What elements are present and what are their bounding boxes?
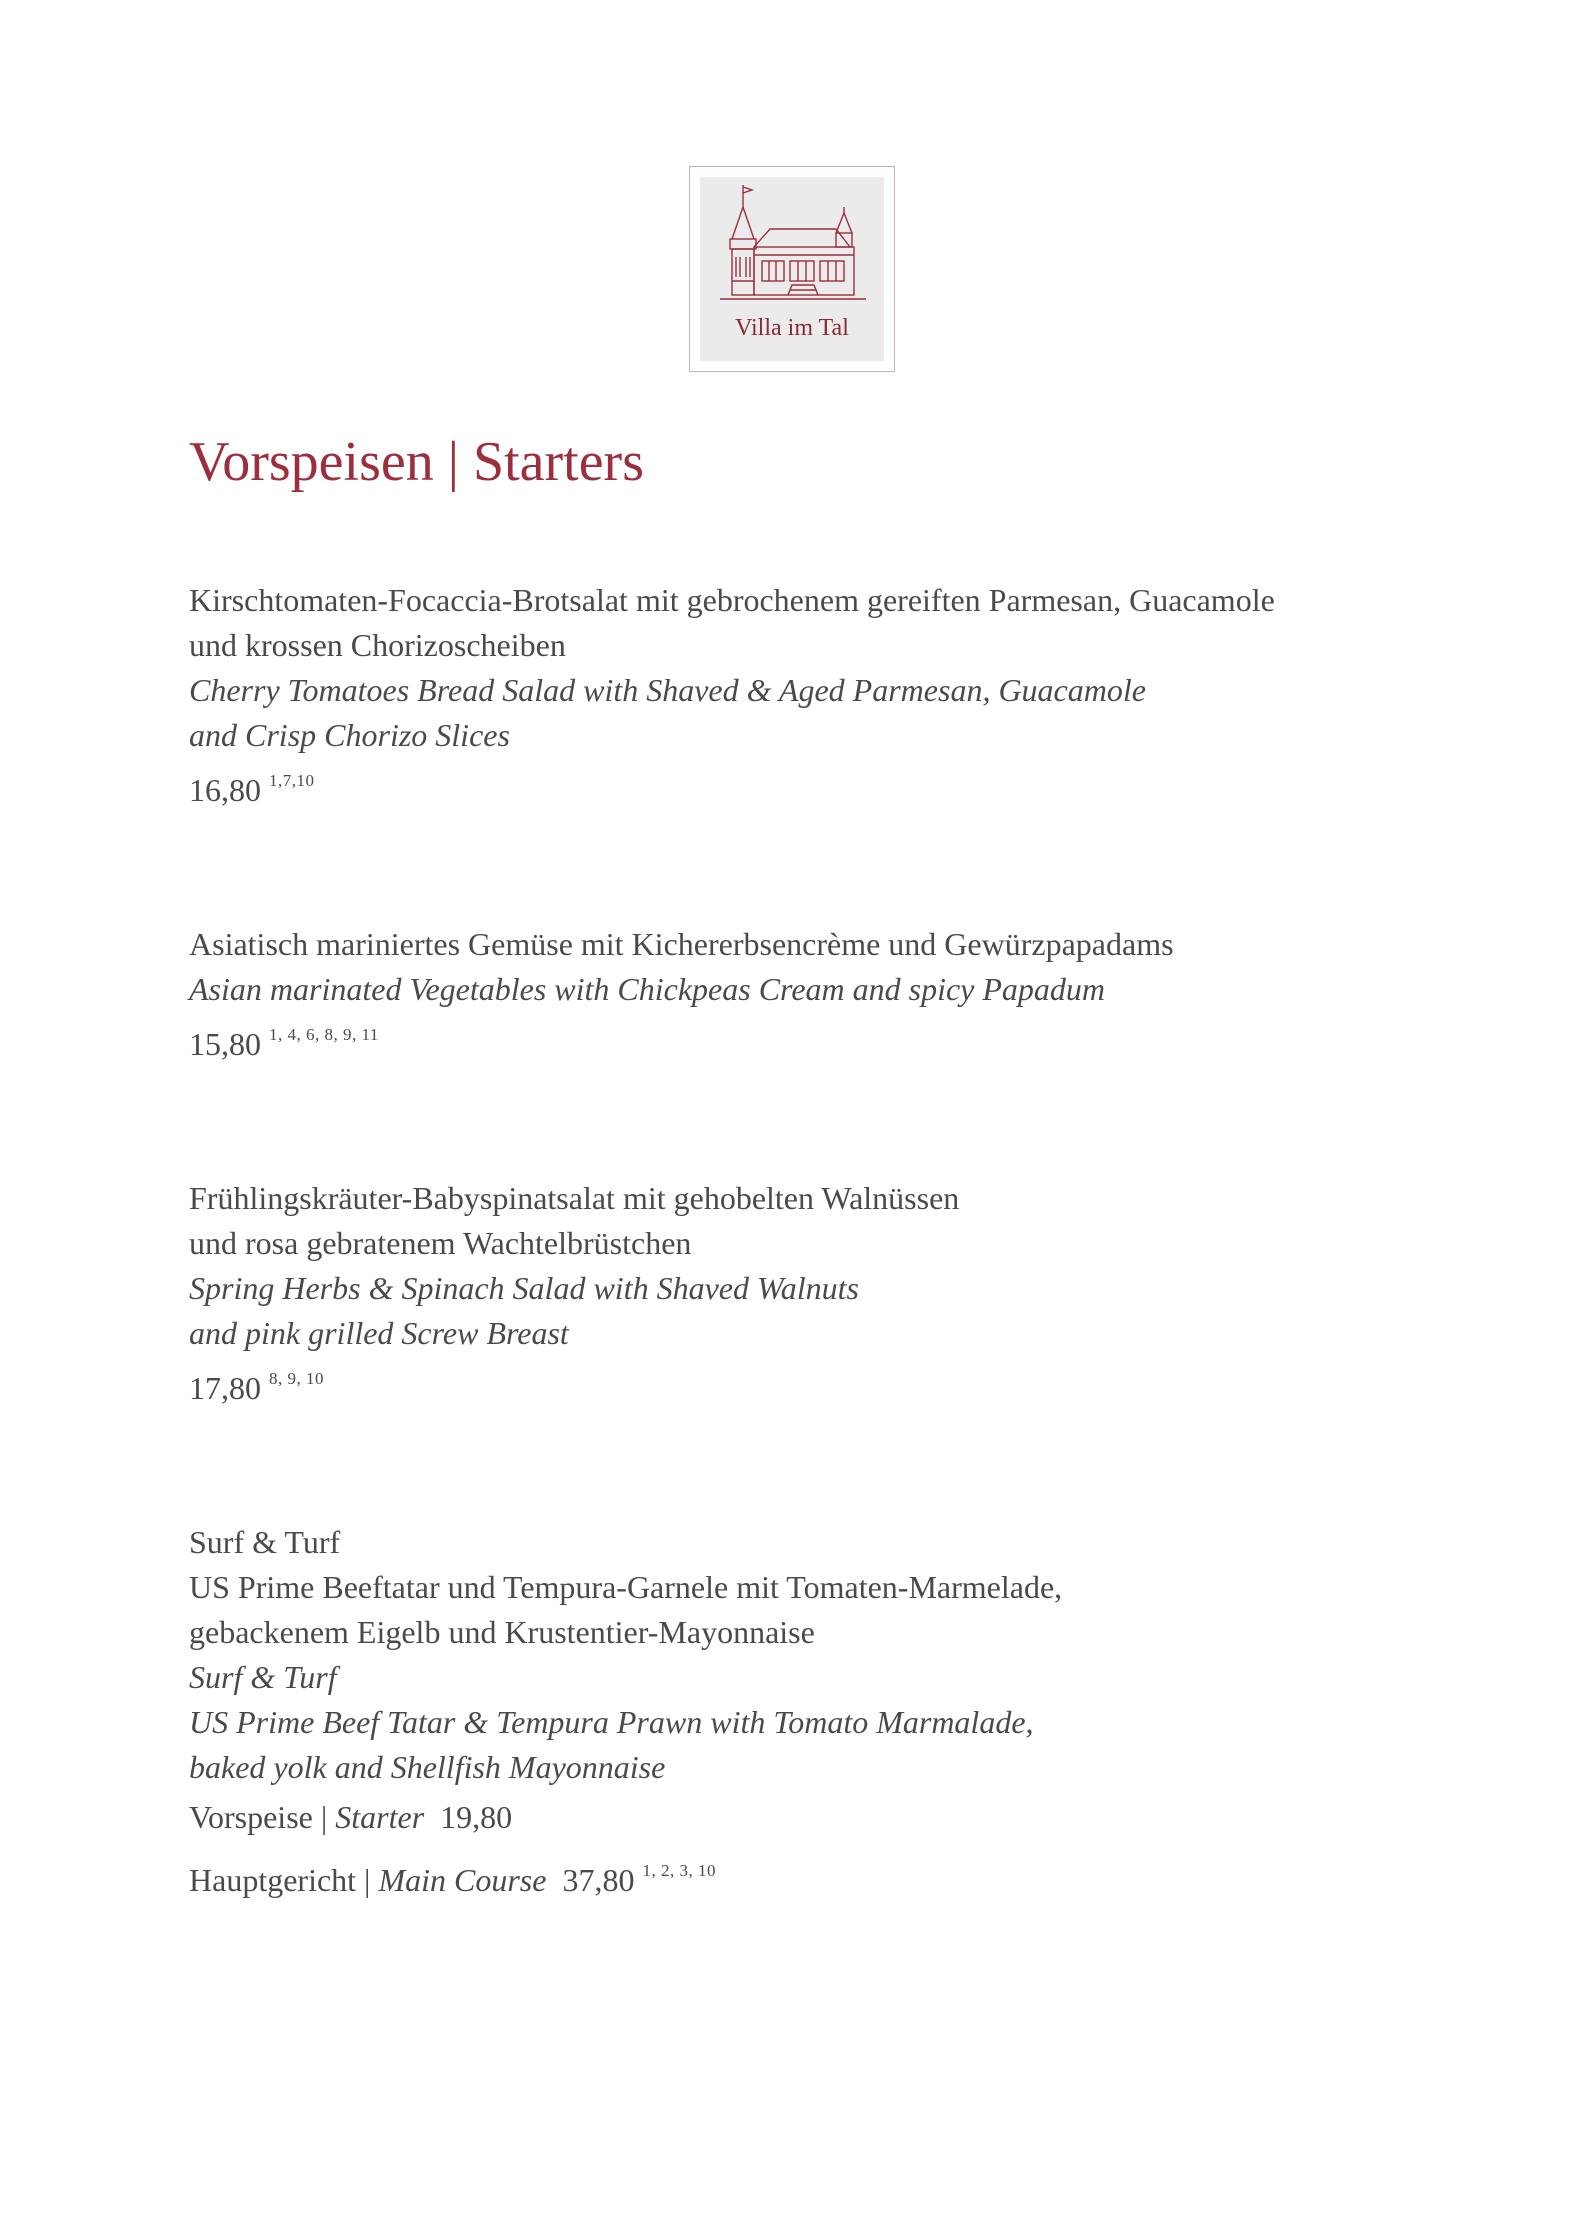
allergen-codes: 1, 2, 3, 10 [642, 1861, 716, 1880]
dish-name-en: Asian marinated Vegetables with Chickpeas Cream and spicy Papadum [189, 971, 1106, 1007]
dish-name-en: US Prime Beef Tatar & Tempura Prawn with Tomato Marmalade, [189, 1704, 1034, 1740]
villa-drawing-icon [710, 177, 876, 312]
dish-name-de: US Prime Beeftatar und Tempura-Garnele mit Tomaten-Marmelade, [189, 1569, 1063, 1605]
dish-name-de: Kirschtomaten-Focaccia-Brotsalat mit gebrochenem gereiften Parmesan, Guacamole [189, 582, 1275, 618]
dish-name-en: and pink grilled Screw Breast [189, 1315, 569, 1351]
dish-name-en: Surf & Turf [189, 1659, 337, 1695]
starter-price: 19,80 [440, 1799, 513, 1835]
dish-price: 16,80 [189, 772, 261, 808]
dish-name-en: Cherry Tomatoes Bread Salad with Shaved & Aged Parmesan, Guacamole [189, 672, 1146, 708]
main-price: 37,80 [562, 1862, 635, 1898]
menu-item [189, 1176, 1439, 1411]
allergen-codes: 1, 4, 6, 8, 9, 11 [269, 1025, 379, 1044]
dish-name-de: Frühlingskräuter-Babyspinatsalat mit gehobelten Walnüssen [189, 1180, 960, 1216]
dish-price-row [189, 1012, 1439, 1067]
dish-price-row [189, 758, 1439, 813]
starter-label-en: Starter [335, 1799, 425, 1835]
starter-label-de: Vorspeise | [189, 1799, 336, 1835]
dish-price-row [189, 1356, 1439, 1411]
main-label-de: Hauptgericht | [189, 1862, 379, 1898]
main-label-en: Main Course [378, 1862, 547, 1898]
allergen-codes: 8, 9, 10 [269, 1369, 324, 1388]
dish-name-de: und rosa gebratenem Wachtelbrüstchen [189, 1225, 692, 1261]
logo-text: Villa im Tal [735, 315, 849, 341]
dish-name-en: Spring Herbs & Spinach Salad with Shaved Walnuts [189, 1270, 859, 1306]
dish-name-de: gebackenem Eigelb und Krustentier-Mayonnaise [189, 1614, 815, 1650]
dish-name-de: und krossen Chorizoscheiben [189, 627, 566, 663]
dish-price: 15,80 [189, 1026, 261, 1062]
menu-item [189, 922, 1439, 1067]
main-price-row [189, 1844, 1439, 1907]
dish-name-en: and Crisp Chorizo Slices [189, 717, 510, 753]
restaurant-logo [689, 166, 895, 372]
dish-name-de: Asiatisch mariniertes Gemüse mit Kichererbsencrème und Gewürzpapadams [189, 926, 1174, 962]
dish-name-en: baked yolk and Shellfish Mayonnaise [189, 1749, 666, 1785]
menu-item [189, 1520, 1439, 1907]
dish-name-de: Surf & Turf [189, 1524, 341, 1560]
allergen-codes: 1,7,10 [269, 771, 315, 790]
menu-list [189, 578, 1439, 1907]
menu-item [189, 578, 1439, 813]
starter-price-row [189, 1790, 1439, 1844]
dish-price: 17,80 [189, 1370, 261, 1406]
section-title: Vorspeisen | Starters [189, 431, 644, 493]
